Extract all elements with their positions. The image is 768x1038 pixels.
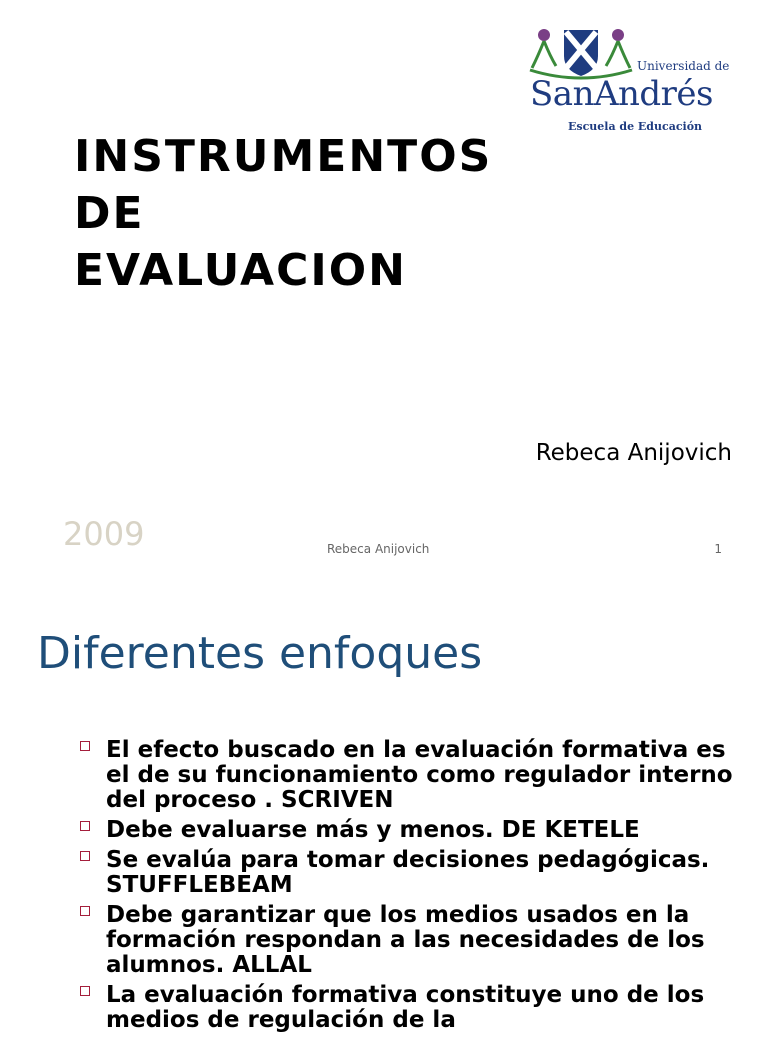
author-name: Rebeca Anijovich [535, 440, 732, 466]
slide-title: Diferentes enfoques [37, 628, 483, 679]
logo-name-text: SanAndrés [530, 74, 713, 114]
slide-2 [0, 576, 768, 1033]
square-bullet-icon [80, 821, 90, 831]
logo-school-text: Escuela de Educación [568, 120, 703, 133]
square-bullet-icon [80, 906, 90, 916]
footer-text: Rebeca Anijovich [327, 542, 430, 556]
crest-icon [526, 26, 636, 80]
bullet-item [80, 903, 740, 978]
bullet-text: Se evalúa para tomar decisiones pedagógicas. STUFFLEBEAM [106, 847, 710, 898]
page-number: 1 [714, 542, 722, 556]
bullet-item [80, 738, 740, 813]
bullet-text: La evaluación formativa constituye uno de los medios de regulación de la [106, 982, 705, 1033]
square-bullet-icon [80, 741, 90, 751]
presentation-title: INSTRUMENTOS DE EVALUACION [74, 131, 493, 296]
bullet-text: El efecto buscado en la evaluación formativa es el de su funcionamiento como regulador interno del proceso . SCRIVEN [106, 737, 733, 813]
logo-university-text: Universidad de [637, 59, 730, 73]
bullet-item [80, 818, 740, 843]
bullet-item [80, 983, 740, 1033]
square-bullet-icon [80, 851, 90, 861]
university-logo [526, 26, 736, 138]
bullet-list [80, 738, 740, 1038]
bullet-item [80, 848, 740, 898]
bullet-text: Debe evaluarse más y menos. DE KETELE [106, 817, 640, 843]
bullet-text: Debe garantizar que los medios usados en la formación respondan a las necesidades de los alumnos. ALLAL [106, 902, 705, 978]
year-label: 2009 [63, 515, 145, 553]
square-bullet-icon [80, 986, 90, 996]
